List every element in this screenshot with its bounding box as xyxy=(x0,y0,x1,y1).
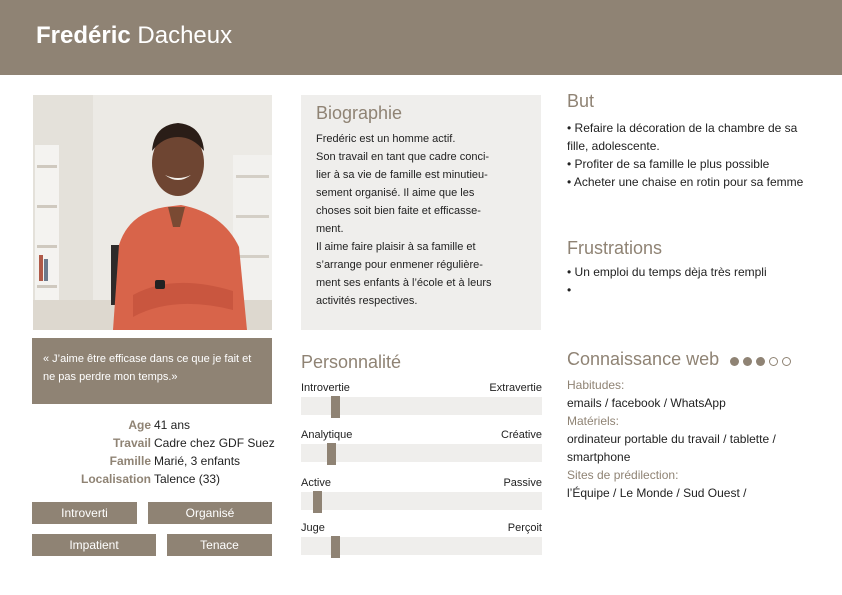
info-label: Age xyxy=(128,418,151,432)
trait-right-label: Extravertie xyxy=(489,382,542,394)
biography-line: ment ses enfants à l’école et à leurs xyxy=(316,277,492,289)
rating-dot xyxy=(769,357,778,366)
persona-quote: « J’aime être efficase dans ce que je fait et ne pas perdre mon temps.» xyxy=(32,338,272,404)
biography-line: ment. xyxy=(316,223,344,235)
persona-photo-illustration xyxy=(33,95,272,330)
info-label: Localisation xyxy=(80,472,151,486)
info-row-travail xyxy=(32,434,282,452)
trait-left-label: Introvertie xyxy=(301,382,350,394)
info-row-localisation xyxy=(32,470,282,488)
tag-tenace: Tenace xyxy=(167,534,272,556)
biography-text xyxy=(316,130,527,310)
frustrations-title: Frustrations xyxy=(567,238,663,258)
frustration-item: • xyxy=(567,283,572,297)
info-row-famille xyxy=(32,452,282,470)
first-name: Fredéric xyxy=(36,22,131,49)
goal-title: But xyxy=(567,91,595,111)
goal-item: • Profiter de sa famille le plus possible xyxy=(567,157,770,171)
biography-line: s’arrange pour enmener régulière- xyxy=(316,259,483,271)
trait-track xyxy=(301,444,542,462)
trait-left-label: Analytique xyxy=(301,429,353,441)
rating-dot xyxy=(756,357,765,366)
biography-line: Fredéric est un homme actif. xyxy=(316,133,456,145)
web-knowledge-details xyxy=(567,376,827,502)
biography-line: activités respectives. xyxy=(316,295,418,307)
biography-title: Biographie xyxy=(316,103,403,123)
devices-value: ordinateur portable du travail / tablette / smartphone xyxy=(567,432,776,464)
trait-right-label: Créative xyxy=(501,429,542,441)
persona-info xyxy=(32,416,282,488)
goal-item: • Acheter une chaise en rotin pour sa femme xyxy=(567,175,804,189)
biography-panel xyxy=(301,95,541,330)
web-knowledge-rating xyxy=(730,353,795,371)
trait-slider-knob xyxy=(331,536,340,558)
biography-line: Il aime faire plaisir à sa famille et xyxy=(316,241,476,253)
goal-item: • Refaire la décoration de la chambre de sa fille, adolescente. xyxy=(567,121,798,153)
rating-dot xyxy=(782,357,791,366)
rating-dot xyxy=(730,357,739,366)
frustration-item: • Un emploi du temps dèja très rempli xyxy=(567,265,767,279)
trait-right-label: Passive xyxy=(503,477,542,489)
web-knowledge-title: Connaissance web xyxy=(567,349,720,369)
personality-title: Personnalité xyxy=(301,352,402,372)
sites-label: Sites de prédilection: xyxy=(567,468,679,482)
info-value: Marié, 3 enfants xyxy=(154,454,241,468)
biography-line: choses soit bien faite et efficasse- xyxy=(316,205,481,217)
trait-track xyxy=(301,492,542,510)
habits-label: Habitudes: xyxy=(567,378,625,392)
habits-value: emails / facebook / WhatsApp xyxy=(567,396,726,410)
biography-line: sement organisé. Il aime que les xyxy=(316,187,475,199)
info-row-age xyxy=(32,416,282,434)
last-name: Dacheux xyxy=(137,22,233,49)
trait-slider-knob xyxy=(313,491,322,513)
trait-juge-percoit xyxy=(301,522,542,538)
header-bar xyxy=(0,0,842,75)
persona-name xyxy=(36,22,232,50)
trait-left-label: Juge xyxy=(301,522,325,534)
trait-slider-knob xyxy=(331,396,340,418)
devices-label: Matériels: xyxy=(567,414,620,428)
trait-active-passive xyxy=(301,477,542,493)
biography-line: lier à sa vie de famille est minutieu- xyxy=(316,169,488,181)
persona-photo xyxy=(33,95,272,330)
trait-right-label: Perçoit xyxy=(507,522,542,534)
info-label: Famille xyxy=(109,454,151,468)
tag-introverti: Introverti xyxy=(32,502,137,524)
info-value: 41 ans xyxy=(154,418,191,432)
trait-slider-knob xyxy=(327,443,336,465)
info-value: Cadre chez GDF Suez xyxy=(154,436,275,450)
info-label: Travail xyxy=(112,436,151,450)
sites-value: l’Équipe / Le Monde / Sud Ouest / xyxy=(567,486,747,500)
tag-organise: Organisé xyxy=(148,502,272,524)
goal-list xyxy=(567,119,817,191)
tag-impatient: Impatient xyxy=(32,534,156,556)
info-value: Talence (33) xyxy=(154,472,221,486)
trait-introvertie-extravertie xyxy=(301,382,542,398)
biography-line: Son travail en tant que cadre conci- xyxy=(316,151,490,163)
trait-left-label: Active xyxy=(301,477,331,489)
frustrations-list xyxy=(567,263,817,299)
rating-dot xyxy=(743,357,752,366)
trait-analytique-creative xyxy=(301,429,542,445)
